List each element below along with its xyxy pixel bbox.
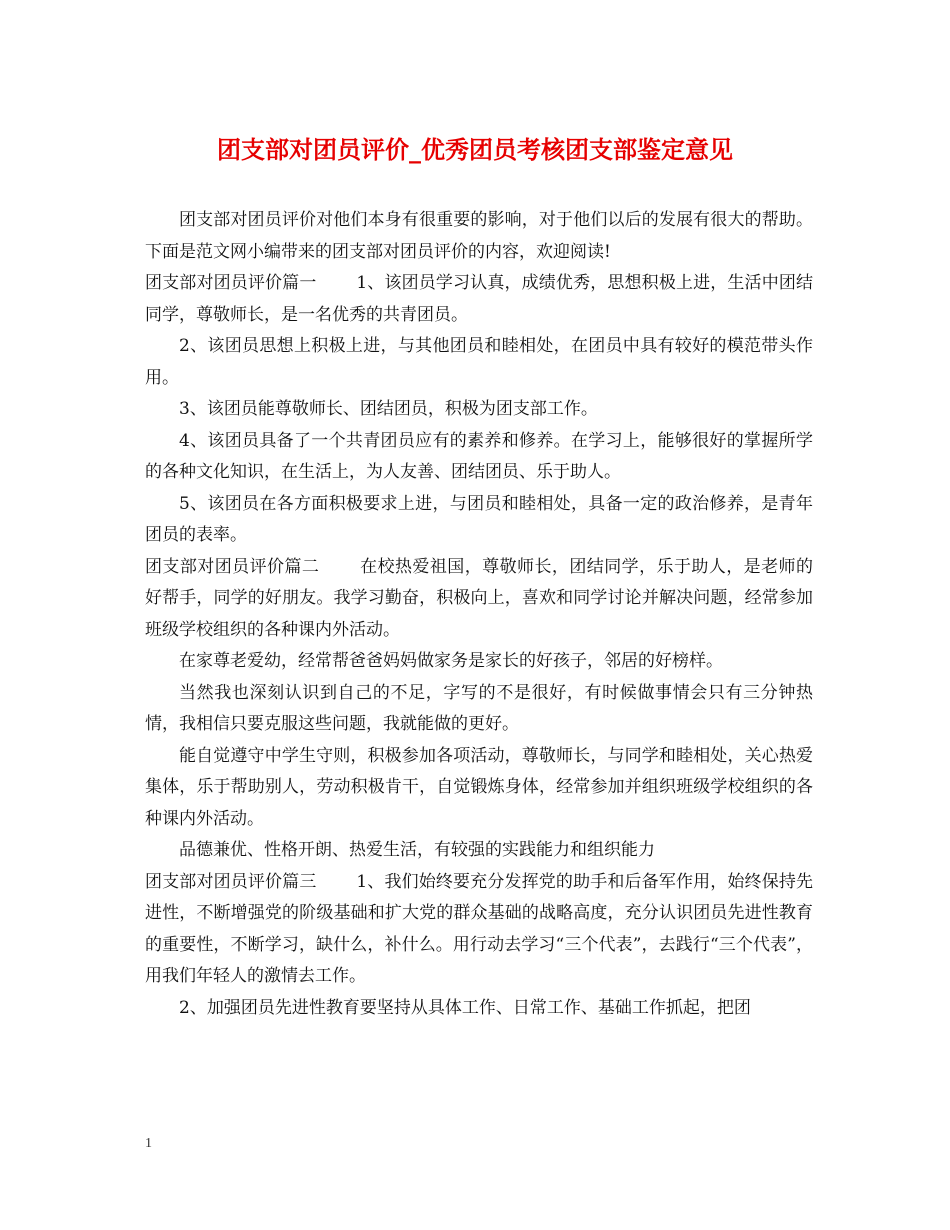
paragraph: 品德兼优、性格开朗、热爱生活，有较强的实践能力和组织能力 <box>179 840 655 860</box>
document-body <box>145 205 813 1024</box>
paragraph: 在家尊老爱幼，经常帮爸爸妈妈做家务是家长的好孩子，邻居的好榜样。 <box>179 651 723 671</box>
paragraph: 当然我也深刻认识到自己的不足，字写的不是很好，有时候做事情会只有三分钟热情，我相信只要克服这些问题，我就能做的更好。 <box>145 682 813 734</box>
paragraph: 团支部对团员评价篇二 在校热爱祖国，尊敬师长，团结同学，乐于助人，是老师的好帮手，同学的好朋友。我学习勤奋，积极向上，喜欢和同学讨论并解决问题，经常参加班级学校组织的各种课内外活动。 <box>145 556 813 640</box>
paragraph: 3、该团员能尊敬师长、团结团员，积极为团支部工作。 <box>179 399 598 419</box>
paragraph: 2、加强团员先进性教育要坚持从具体工作、日常工作、基础工作抓起，把团 <box>179 997 751 1018</box>
paragraph: 团支部对团员评价篇一 1、该团员学习认真，成绩优秀，思想积极上进，生活中团结同学，尊敬师长，是一名优秀的共青团员。 <box>145 273 813 325</box>
paragraph: 5、该团员在各方面积极要求上进，与团员和睦相处，具备一定的政治修养，是青年团员的表率。 <box>145 493 813 545</box>
paragraph: 团支部对团员评价对他们本身有很重要的影响，对于他们以后的发展有很大的帮助。下面是范文网小编带来的团支部对团员评价的内容，欢迎阅读! <box>145 210 813 262</box>
document-title: 团支部对团员评价_优秀团员考核团支部鉴定意见 <box>217 135 733 164</box>
paragraph: 2、该团员思想上积极上进，与其他团员和睦相处，在团员中具有较好的模范带头作用。 <box>145 336 813 388</box>
paragraph: 4、该团员具备了一个共青团员应有的素养和修养。在学习上，能够很好的掌握所学的各种文化知识，在生活上，为人友善、团结团员、乐于助人。 <box>145 430 813 482</box>
paragraph: 能自觉遵守中学生守则，积极参加各项活动，尊敬师长，与同学和睦相处，关心热爱集体，乐于帮助别人，劳动积极肯干，自觉锻炼身体，经常参加并组织班级学校组织的各种课内外活动。 <box>145 745 813 829</box>
paragraph: 团支部对团员评价篇三 1、我们始终要充分发挥党的助手和后备军作用，始终保持先进性，不断增强党的阶级基础和扩大党的群众基础的战略高度，充分认识团员先进性教育的重要性，不断学习，缺什么，补什么。用行动去学习“三个代表”，去践行“三个代表”，用我们年轻人的激情去工作。 <box>145 871 813 986</box>
page-number: 1 <box>145 1136 152 1151</box>
